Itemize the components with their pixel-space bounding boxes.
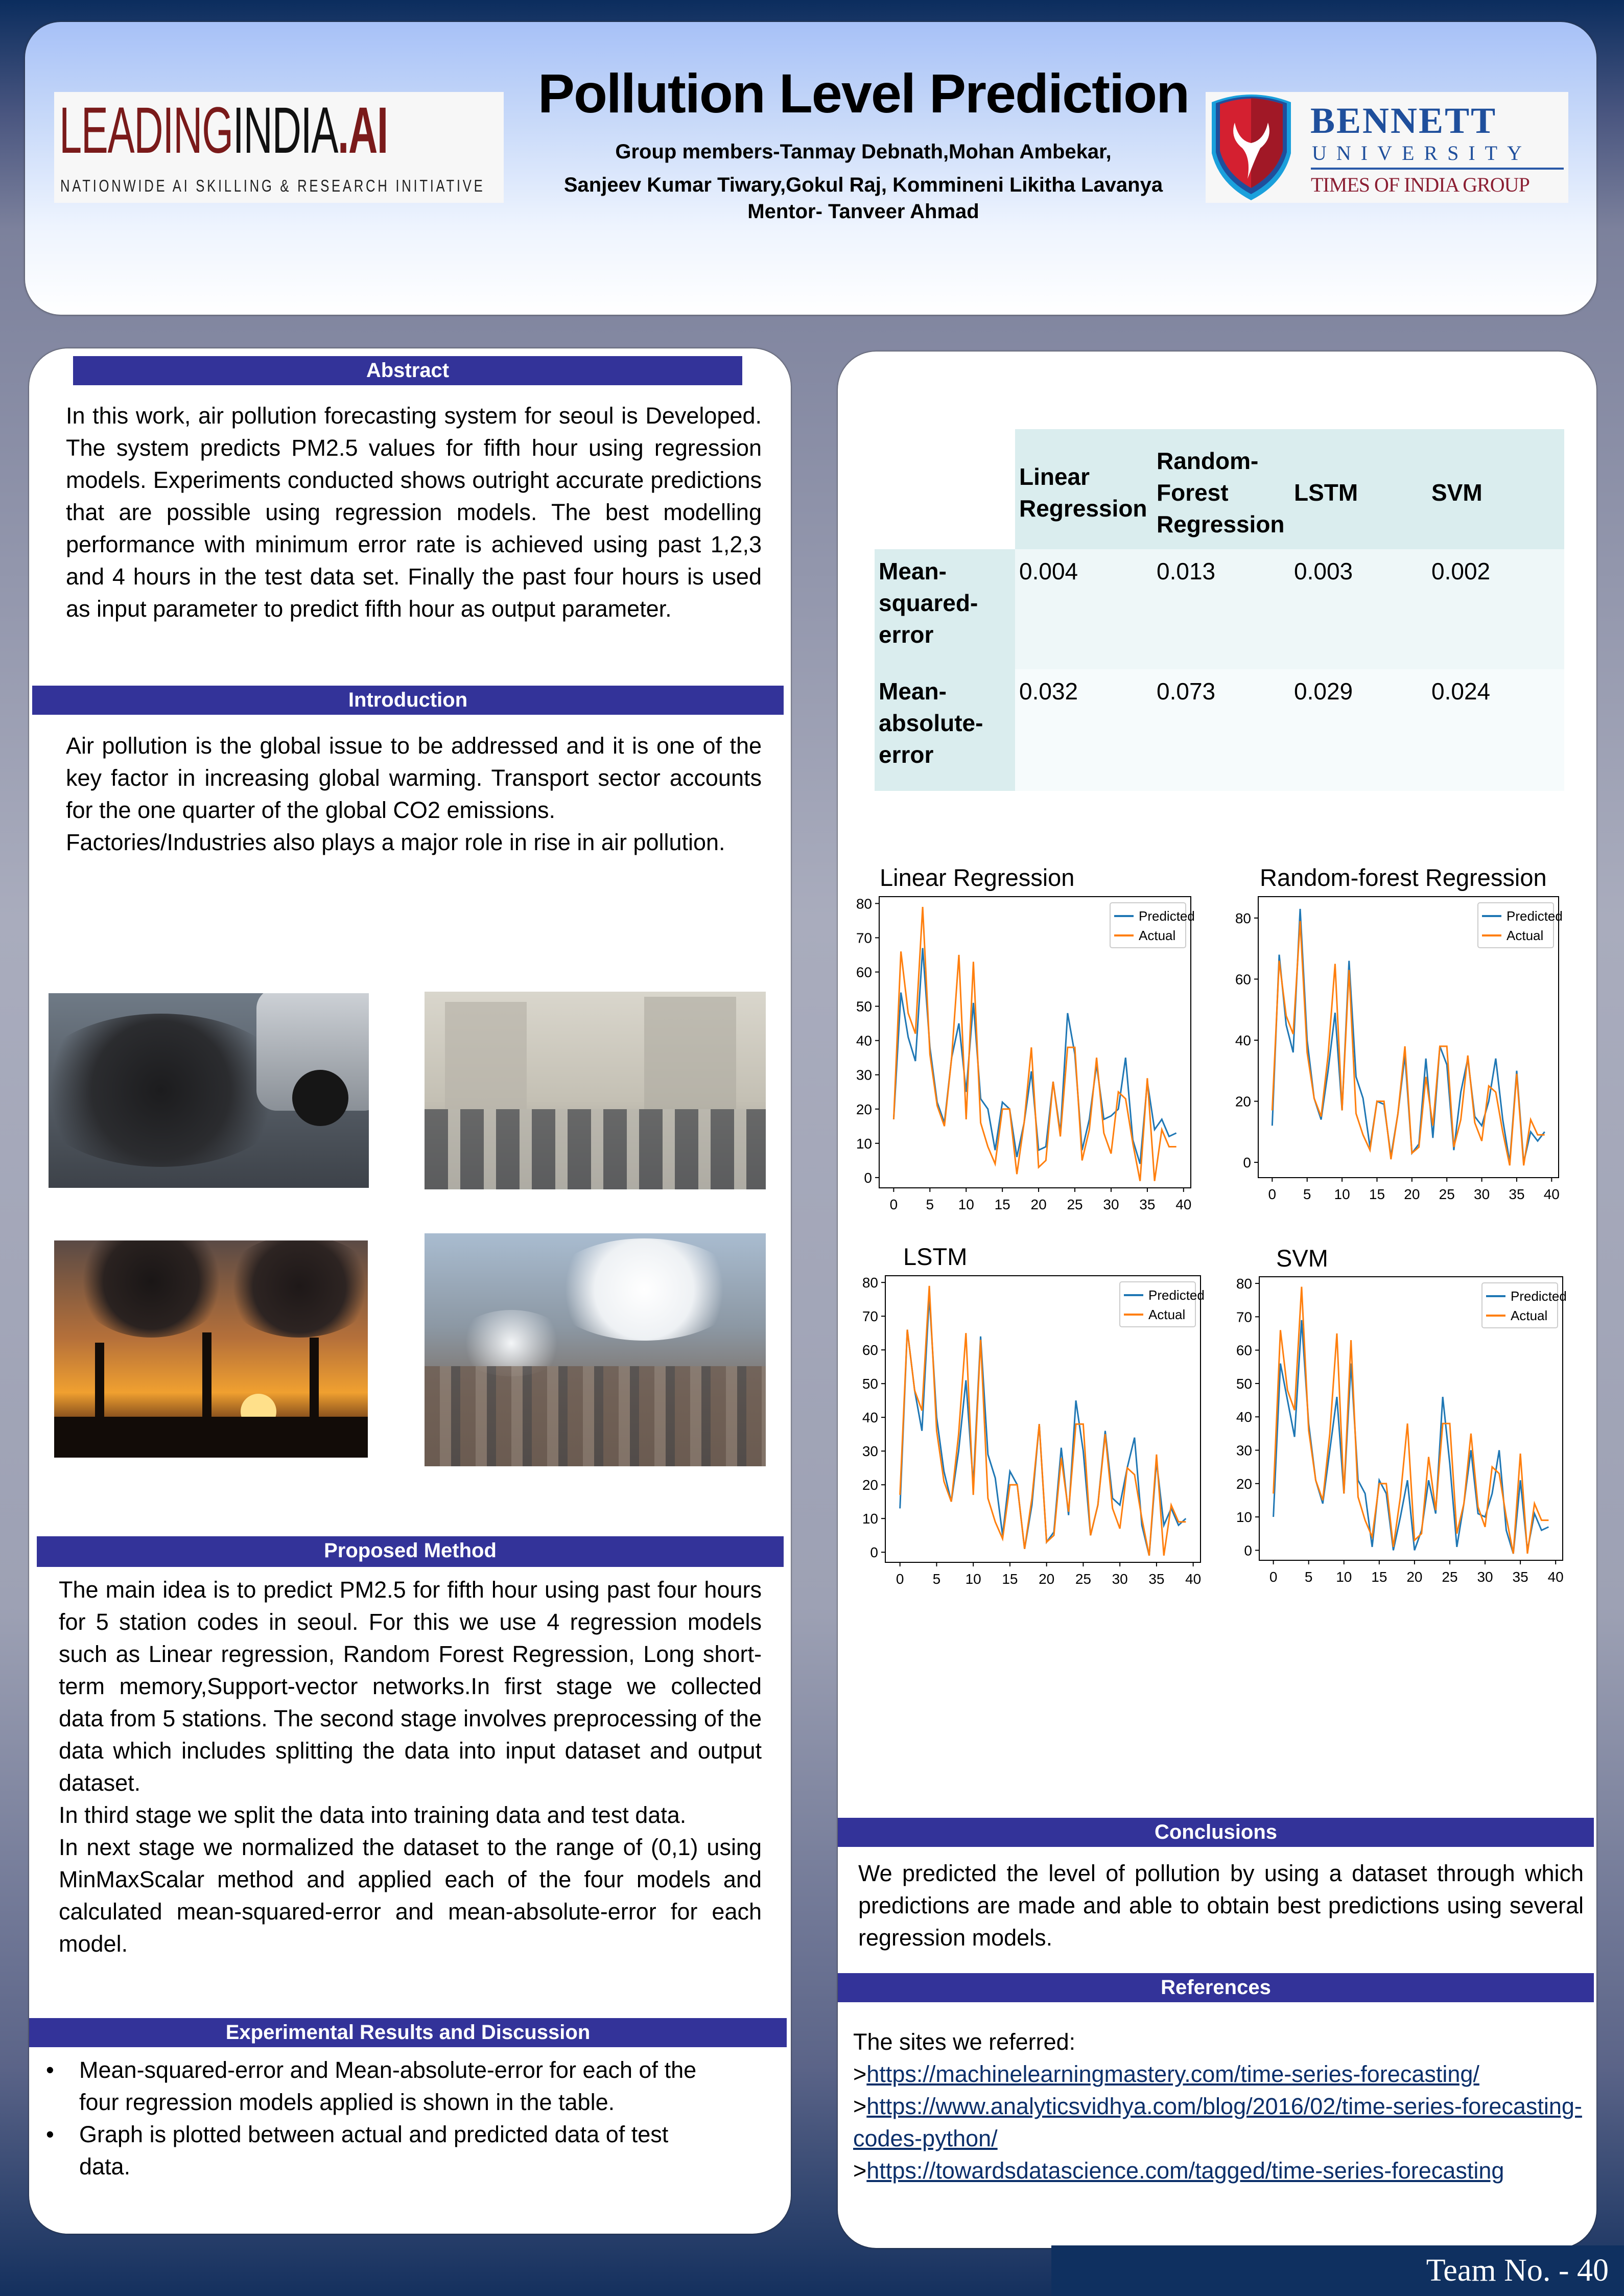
y-tick-label: 80 — [862, 1275, 878, 1291]
x-tick-label: 40 — [1185, 1571, 1202, 1587]
y-tick-label: 30 — [862, 1443, 878, 1460]
proposed-method-heading: Proposed Method — [37, 1536, 784, 1567]
x-tick-label: 20 — [1406, 1569, 1423, 1585]
references-intro: The sites we referred: — [853, 2029, 1076, 2055]
y-tick-label: 10 — [856, 1135, 872, 1152]
shield-icon — [1207, 92, 1296, 202]
reference-prefix: > — [853, 2061, 867, 2087]
chart-title-random-forest: Random-forest Regression — [1260, 864, 1547, 891]
x-tick-label: 10 — [1336, 1569, 1352, 1585]
traffic-smog-photo — [425, 992, 766, 1189]
y-tick-label: 20 — [856, 1101, 872, 1117]
y-tick-label: 70 — [1236, 1309, 1252, 1325]
times-of-india-text: TIMES OF INDIA GROUP — [1311, 173, 1529, 196]
svm-chart — [1221, 1272, 1573, 1601]
y-tick-label: 80 — [856, 896, 872, 912]
y-tick-label: 10 — [862, 1511, 878, 1527]
y-tick-label: 0 — [1244, 1542, 1252, 1559]
x-tick-label: 35 — [1139, 1197, 1156, 1212]
y-tick-label: 40 — [862, 1410, 878, 1426]
references-heading: References — [838, 1973, 1594, 2002]
table-cell: 0.024 — [1427, 669, 1564, 791]
x-tick-label: 25 — [1439, 1186, 1455, 1202]
y-tick-label: 10 — [1236, 1509, 1252, 1526]
introduction-body — [66, 730, 762, 858]
x-tick-label: 15 — [1002, 1571, 1018, 1587]
x-tick-label: 0 — [1269, 1569, 1278, 1585]
chart-title-linear-regression: Linear Regression — [880, 864, 1075, 891]
logo-divider — [1311, 168, 1564, 170]
x-tick-label: 35 — [1509, 1186, 1525, 1202]
table-header-row — [875, 429, 1564, 549]
method-paragraph-1: The main idea is to predict PM2.5 for fifth hour using past four hours for 5 station codes in seoul. For this we use 4 regression models such as Linear regression, Random Forest Regression, Long short-term memory,Support-vector networks.In first stage we collected data from 5 stations. The second stage involves preprocessing of the data which includes splitting the data into input dataset and output dataset. — [59, 1577, 762, 1796]
column-header: LSTM — [1290, 429, 1427, 549]
legend-label: Actual — [1507, 928, 1544, 943]
reference-link[interactable]: https://towardsdatascience.com/tagged/time-series-forecasting — [866, 2158, 1504, 2184]
results-bullet: • Mean-squared-error and Mean-absolute-error for each of the four regression models applied is shown in the table. — [31, 2054, 725, 2118]
y-tick-label: 60 — [1236, 1342, 1252, 1358]
table-cell: 0.013 — [1152, 549, 1290, 669]
random-forest-chart — [1220, 892, 1569, 1219]
introduction-paragraph-2: Factories/Industries also plays a major role in rise in air pollution. — [66, 829, 725, 855]
logo-text-b: INDIA — [232, 94, 338, 167]
group-members-line-2: Sanjeev Kumar Tiwary,Gokul Raj, Kommineni Likitha Lavanya — [563, 174, 1163, 196]
x-tick-label: 20 — [1404, 1186, 1420, 1202]
x-tick-label: 25 — [1442, 1569, 1458, 1585]
y-tick-label: 50 — [1236, 1375, 1252, 1392]
results-heading: Experimental Results and Discussion — [29, 2018, 787, 2047]
x-tick-label: 5 — [926, 1197, 934, 1212]
method-paragraph-2: In third stage we split the data into training data and test data. — [59, 1802, 687, 1828]
x-tick-label: 20 — [1039, 1571, 1055, 1587]
legend-label: Predicted — [1511, 1288, 1567, 1304]
method-paragraph-3: In next stage we normalized the dataset to the range of (0,1) using MinMaxScalar method and applied each of the four models and calculated mean-squared-error and mean-absolute-error for each model. — [59, 1834, 762, 1957]
y-tick-label: 60 — [862, 1342, 878, 1358]
y-tick-label: 70 — [856, 930, 872, 946]
x-tick-label: 5 — [1304, 1569, 1313, 1585]
footer-bar — [1051, 2245, 1624, 2296]
table-cell: 0.073 — [1152, 669, 1290, 791]
legend-label: Actual — [1139, 928, 1176, 943]
bennett-university-logo — [1206, 92, 1568, 203]
legend-label: Actual — [1148, 1307, 1186, 1322]
y-tick-label: 30 — [1236, 1442, 1252, 1459]
column-header: Linear Regression — [1015, 429, 1152, 549]
x-tick-label: 0 — [896, 1571, 904, 1587]
x-tick-label: 35 — [1512, 1569, 1528, 1585]
x-tick-label: 30 — [1103, 1197, 1119, 1212]
chart-title-lstm: LSTM — [903, 1243, 968, 1270]
y-tick-label: 40 — [1235, 1032, 1251, 1048]
team-number: Team No. - 40 — [1426, 2253, 1609, 2288]
table-cell: 0.004 — [1015, 549, 1152, 669]
x-tick-label: 40 — [1547, 1569, 1564, 1585]
row-header: Mean-absolute-error — [875, 669, 1015, 791]
abstract-text: In this work, air pollution forecasting system for seoul is Developed. The system predicts PM2.5 values for fifth hour using regression models. Experiments conducted shows outright accurate predictions that are possible using regression models. The best modelling performance with minimum error rate is achieved using past 1,2,3 and 4 hours in the test data set. Finally the past four hours is used as input parameter to predict fifth hour as output parameter. — [66, 403, 762, 622]
x-tick-label: 30 — [1474, 1186, 1490, 1202]
y-tick-label: 20 — [1236, 1475, 1252, 1492]
results-bullets — [31, 2054, 725, 2183]
table-row — [875, 669, 1564, 791]
x-tick-label: 10 — [958, 1197, 974, 1212]
industrial-area-photo — [425, 1233, 766, 1466]
y-tick-label: 20 — [862, 1477, 878, 1493]
y-tick-label: 0 — [864, 1169, 872, 1186]
y-tick-label: 50 — [862, 1376, 878, 1392]
factory-sunset-photo — [54, 1240, 368, 1458]
conclusions-heading: Conclusions — [838, 1818, 1594, 1847]
linear-regression-chart — [841, 892, 1201, 1229]
column-header: Random-Forest Regression — [1152, 429, 1290, 549]
chart-title-svm: SVM — [1276, 1245, 1328, 1272]
x-tick-label: 10 — [1334, 1186, 1350, 1202]
logo-text-a: LEADING — [59, 94, 233, 167]
x-tick-label: 10 — [965, 1571, 981, 1587]
y-tick-label: 60 — [856, 964, 872, 980]
y-tick-label: 0 — [870, 1544, 878, 1561]
legend-label: Predicted — [1148, 1287, 1205, 1303]
bennett-text: BENNETT — [1310, 100, 1497, 141]
y-tick-label: 40 — [1236, 1409, 1252, 1425]
reference-link[interactable]: https://www.analyticsvidhya.com/blog/2016/02/time-series-forecasting-codes-python/ — [853, 2093, 1582, 2151]
group-members-line-1: Group members-Tanmay Debnath,Mohan Ambekar, — [615, 140, 1112, 163]
reference-link[interactable]: https://machinelearningmastery.com/time-series-forecasting/ — [866, 2061, 1479, 2087]
university-text: UNIVERSITY — [1312, 142, 1532, 165]
conclusions-text: We predicted the level of pollution by using a dataset through which predictions are made and able to obtain best predictions using several regression models. — [858, 1860, 1584, 1951]
x-tick-label: 15 — [994, 1197, 1010, 1212]
y-tick-label: 80 — [1236, 1276, 1252, 1292]
introduction-paragraph-1: Air pollution is the global issue to be addressed and it is one of the key factor in increasing global warming. Transport sector accounts for the one quarter of the global CO2 emissions. — [66, 733, 762, 823]
proposed-method-body — [59, 1574, 762, 1960]
y-tick-label: 20 — [1235, 1093, 1251, 1110]
x-tick-label: 25 — [1075, 1571, 1091, 1587]
reference-prefix: > — [853, 2093, 867, 2119]
x-tick-label: 5 — [932, 1571, 941, 1587]
y-tick-label: 70 — [862, 1308, 878, 1325]
y-tick-label: 50 — [856, 998, 872, 1015]
table-row — [875, 549, 1564, 669]
y-tick-label: 0 — [1243, 1155, 1251, 1171]
table-cell: 0.032 — [1015, 669, 1152, 791]
car-exhaust-photo — [49, 993, 369, 1188]
x-tick-label: 35 — [1148, 1571, 1165, 1587]
abstract-heading: Abstract — [73, 356, 742, 385]
x-tick-label: 40 — [1543, 1186, 1560, 1202]
lstm-chart — [847, 1271, 1211, 1603]
table-cell: 0.003 — [1290, 549, 1427, 669]
results-table — [875, 429, 1564, 791]
introduction-heading: Introduction — [32, 686, 784, 715]
y-tick-label: 30 — [856, 1067, 872, 1083]
x-tick-label: 25 — [1067, 1197, 1083, 1212]
legend-label: Actual — [1511, 1308, 1548, 1323]
x-tick-label: 20 — [1030, 1197, 1047, 1212]
x-tick-label: 15 — [1371, 1569, 1387, 1585]
row-header: Mean-squared-error — [875, 549, 1015, 669]
x-tick-label: 40 — [1175, 1197, 1192, 1212]
y-tick-label: 60 — [1235, 971, 1251, 988]
references-body — [853, 2026, 1589, 2187]
reference-prefix: > — [853, 2158, 867, 2184]
y-tick-label: 40 — [856, 1033, 872, 1049]
y-tick-label: 80 — [1235, 910, 1251, 926]
table-cell: 0.002 — [1427, 549, 1564, 669]
logo-text-c: .AI — [338, 94, 388, 167]
poster-title: Pollution Level Prediction — [537, 62, 1189, 124]
legend-label: Predicted — [1507, 908, 1563, 924]
x-tick-label: 30 — [1477, 1569, 1493, 1585]
column-header: SVM — [1427, 429, 1564, 549]
x-tick-label: 0 — [1268, 1186, 1277, 1202]
results-bullet: • Graph is plotted between actual and predicted data of test data. — [31, 2118, 725, 2183]
x-tick-label: 30 — [1112, 1571, 1128, 1587]
x-tick-label: 15 — [1369, 1186, 1385, 1202]
table-cell: 0.029 — [1290, 669, 1427, 791]
legend-label: Predicted — [1139, 908, 1195, 924]
logo-subtitle: NATIONWIDE AI SKILLING & RESEARCH INITIATIVE — [60, 176, 485, 195]
x-tick-label: 5 — [1303, 1186, 1311, 1202]
leadingindia-logo — [54, 92, 504, 203]
x-tick-label: 0 — [889, 1197, 898, 1212]
mentor: Mentor- Tanveer Ahmad — [747, 200, 979, 223]
